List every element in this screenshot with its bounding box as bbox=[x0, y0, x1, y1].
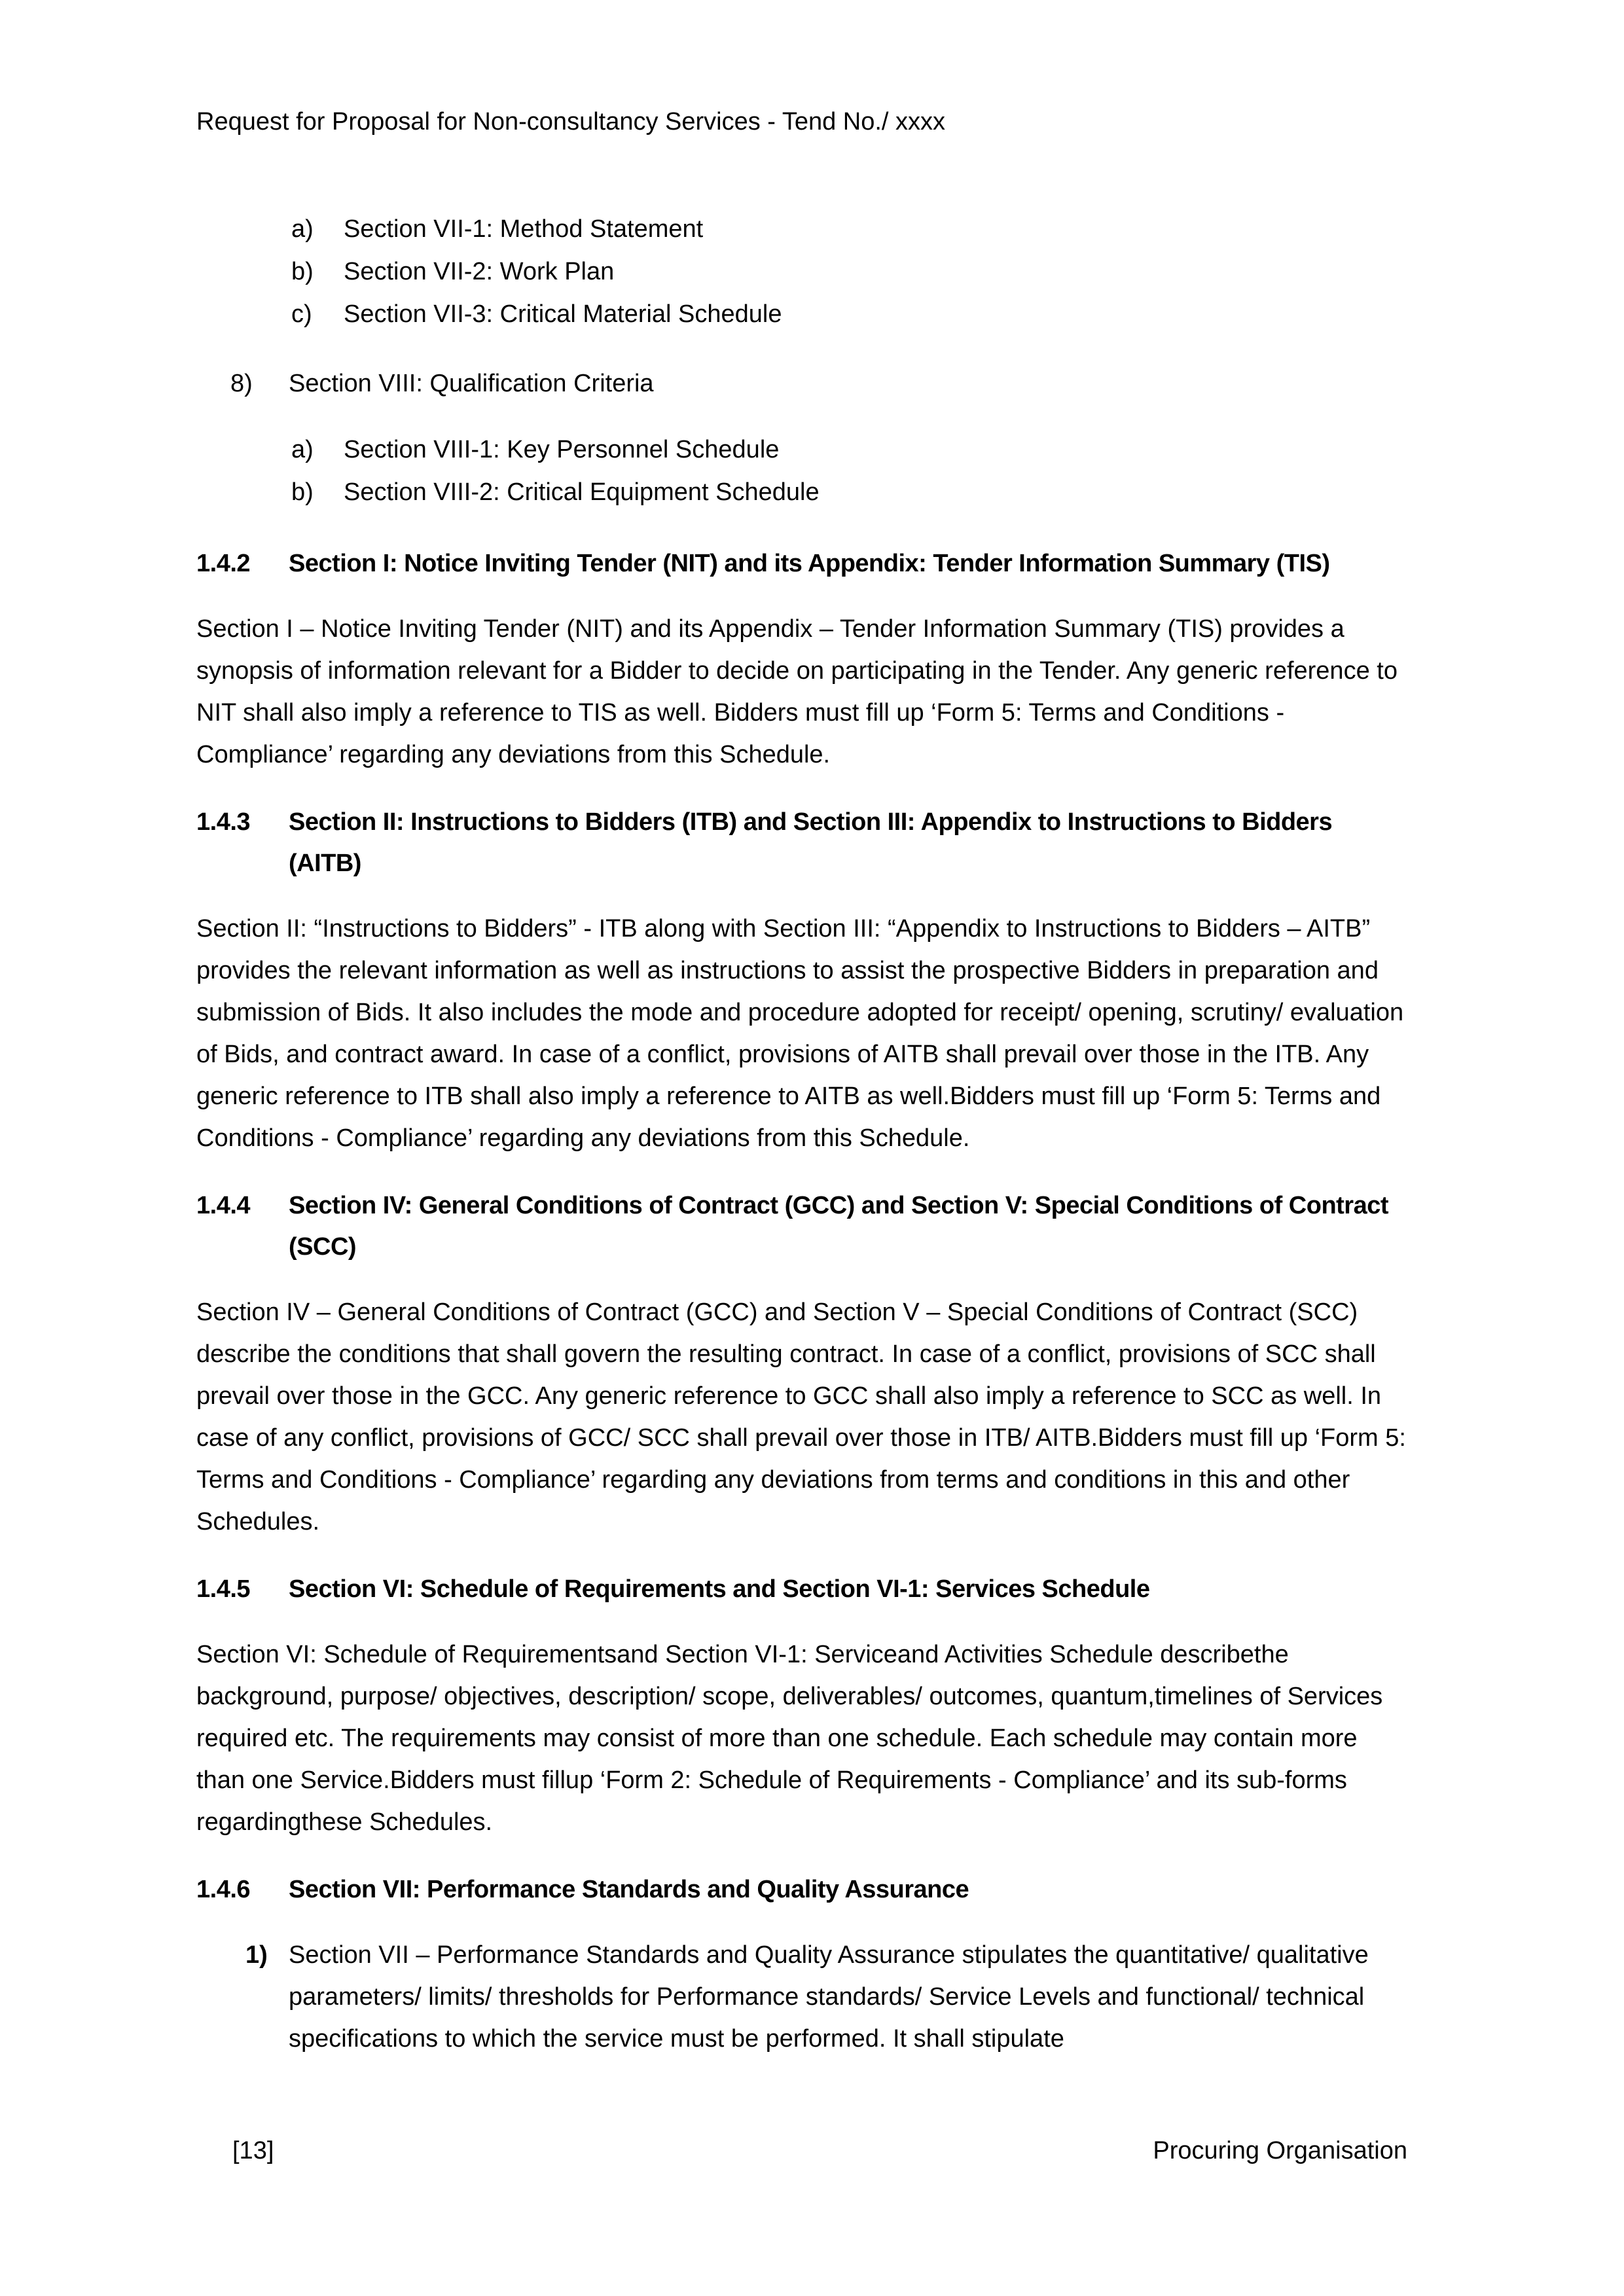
list-marker: b) bbox=[291, 478, 314, 506]
section-number: 1.4.4 bbox=[196, 1192, 251, 1219]
list-marker: a) bbox=[291, 215, 314, 243]
footer-organisation: Procuring Organisation bbox=[1153, 2137, 1407, 2164]
section-number: 1.4.5 bbox=[196, 1575, 251, 1603]
list-item-text: Section VIII: Qualification Criteria bbox=[289, 370, 654, 397]
list-item bbox=[196, 251, 1407, 293]
list-marker: c) bbox=[291, 300, 312, 328]
list-item-text: Section VIII-1: Key Personnel Schedule bbox=[344, 436, 780, 463]
section-paragraph: Section I – Notice Inviting Tender (NIT) and its Appendix – Tender Information Summary (TIS) provides a synopsis of information relevant for a Bidder to decide on participating in the Tender. Any generic reference to NIT shall also imply a reference to TIS as well. Bidders must fill up ‘Form 5: Terms and Conditions - Compliance’ regarding any deviations from this Schedule. bbox=[196, 615, 1398, 768]
section-number: 1.4.2 bbox=[196, 550, 251, 577]
section-title: Section VII: Performance Standards and Quality Assurance bbox=[289, 1876, 969, 1903]
list-marker: 1) bbox=[245, 1941, 268, 1969]
running-header: Request for Proposal for Non-consultancy Services - Tend No./ xxxx bbox=[196, 108, 946, 135]
list-item-text: Section VII-3: Critical Material Schedule bbox=[344, 300, 782, 328]
list-item-text: Section VII-1: Method Statement bbox=[344, 215, 704, 243]
list-item-text: Section VII – Performance Standards and Quality Assurance stipulates the quantitative/ qualitative parameters/ limits/ thresholds for Performance standards/ Service Levels and functional/ technical specifications to which the service must be performed. It shall stipulate bbox=[289, 1941, 1369, 2053]
outline-list-section-vii bbox=[196, 208, 1407, 336]
section-heading-1-4-2 bbox=[196, 543, 1407, 584]
section-heading-1-4-6 bbox=[196, 1869, 1407, 1910]
section-heading-1-4-5 bbox=[196, 1569, 1407, 1610]
list-item-text: Section VII-2: Work Plan bbox=[344, 258, 615, 285]
list-marker: 8) bbox=[230, 370, 253, 397]
section-title: Section IV: General Conditions of Contract (GCC) and Section V: Special Conditions of Contract (SCC) bbox=[289, 1192, 1389, 1261]
section-number: 1.4.6 bbox=[196, 1876, 251, 1903]
section-heading-1-4-4 bbox=[196, 1185, 1407, 1268]
page-number: [13] bbox=[232, 2137, 274, 2164]
list-item-8 bbox=[196, 363, 1407, 405]
section-title: Section II: Instructions to Bidders (ITB) and Section III: Appendix to Instructions to Bidders (AITB) bbox=[289, 808, 1333, 877]
list-item bbox=[196, 208, 1407, 251]
outline-list-section-viii bbox=[196, 429, 1407, 514]
section-number: 1.4.3 bbox=[196, 808, 251, 836]
section-paragraph: Section II: “Instructions to Bidders” - ITB along with Section III: “Appendix to Instructions to Bidders – AITB” provides the relevant information as well as instructions to assist the prospective Bidders in preparation and submission of Bids. It also includes the mode and procedure adopted for receipt/ opening, scrutiny/ evaluation of Bids, and contract award. In case of a conflict, provisions of AITB shall prevail over those in the ITB. Any generic reference to ITB shall also imply a reference to AITB as well.Bidders must fill up ‘Form 5: Terms and Conditions - Compliance’ regarding any deviations from this Schedule. bbox=[196, 915, 1404, 1152]
list-item-text: Section VIII-2: Critical Equipment Schedule bbox=[344, 478, 820, 506]
section-title: Section I: Notice Inviting Tender (NIT) and its Appendix: Tender Information Summary (TIS) bbox=[289, 550, 1330, 577]
list-marker: b) bbox=[291, 258, 314, 285]
list-item bbox=[196, 429, 1407, 471]
section-title: Section VI: Schedule of Requirements and Section VI-1: Services Schedule bbox=[289, 1575, 1150, 1603]
section-paragraph: Section IV – General Conditions of Contract (GCC) and Section V – Special Conditions of Contract (SCC) describe the conditions that shall govern the resulting contract. In case of a conflict, provisions of SCC shall prevail over those in the GCC. Any generic reference to GCC shall also imply a reference to SCC as well. In case of any conflict, provisions of GCC/ SCC shall prevail over those in ITB/ AITB.Bidders must fill up ‘Form 5: Terms and Conditions - Compliance’ regarding any deviations from terms and conditions in this and other Schedules. bbox=[196, 1299, 1406, 1535]
page-footer bbox=[196, 2130, 1407, 2172]
list-marker: a) bbox=[291, 436, 314, 463]
list-item bbox=[196, 293, 1407, 336]
section-paragraph: Section VI: Schedule of Requirementsand Section VI-1: Serviceand Activities Schedule describethe background, purpose/ objectives, description/ scope, deliverables/ outcomes, quantum,timelines of Services required etc. The requirements may consist of more than one schedule. Each schedule may contain more than one Service.Bidders must fillup ‘Form 2: Schedule of Requirements - Compliance’ and its sub-forms regardingthese Schedules. bbox=[196, 1641, 1383, 1836]
section-heading-1-4-3 bbox=[196, 802, 1407, 884]
numbered-list-item-1 bbox=[196, 1934, 1407, 2060]
list-item bbox=[196, 471, 1407, 514]
